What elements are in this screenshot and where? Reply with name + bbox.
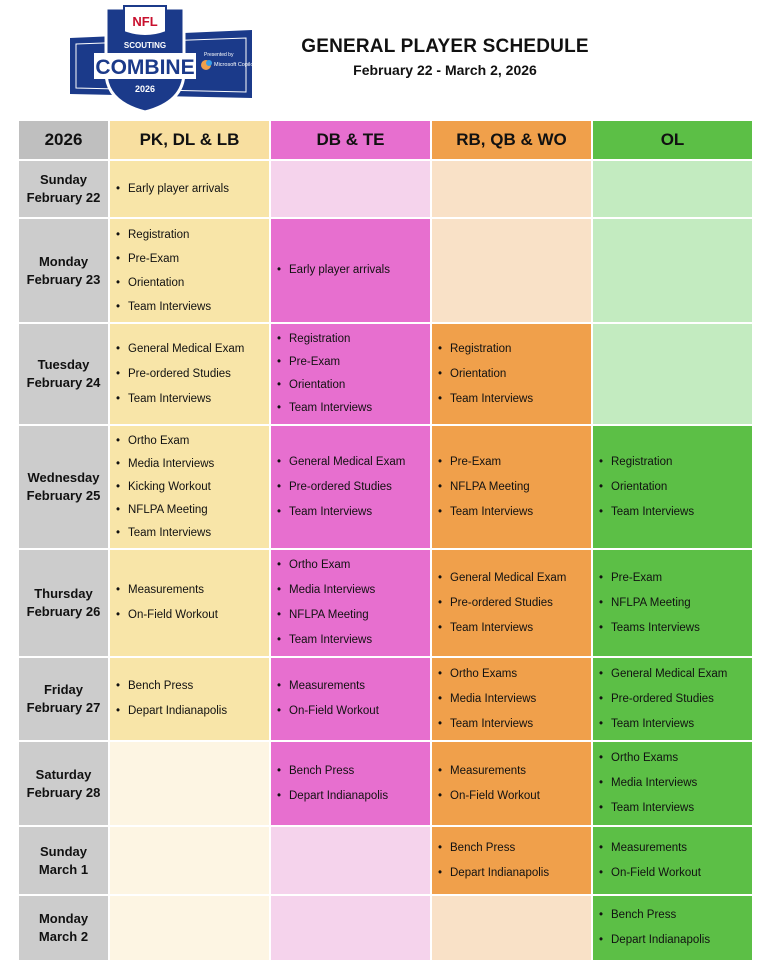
activity-list <box>110 177 269 202</box>
ol-cell <box>592 549 753 657</box>
day-date: March 2 <box>38 929 89 944</box>
ol-cell <box>592 218 753 323</box>
activity-item: • NFLPA Meeting <box>599 591 752 616</box>
activity-item: • Ortho Exam <box>116 430 269 453</box>
activity-list <box>593 566 752 641</box>
activity-item: • On-Field Workout <box>116 603 269 628</box>
ol-cell <box>592 741 753 826</box>
activity-list <box>432 759 591 809</box>
svg-text:NFL: NFL <box>132 14 158 29</box>
activity-item: • Registration <box>599 450 752 475</box>
activity-item: • Team Interviews <box>116 522 269 545</box>
activity-list <box>432 836 591 886</box>
activity-item: • Pre-ordered Studies <box>116 362 269 387</box>
day-date: February 23 <box>26 271 101 287</box>
day-date: February 26 <box>26 604 101 619</box>
activity-item: • Ortho Exam <box>277 553 430 578</box>
activity-item: • Bench Press <box>599 903 752 928</box>
pk-dl-lb-cell <box>109 741 270 826</box>
activity-item: • Teams Interviews <box>599 616 752 641</box>
activity-list <box>110 337 269 412</box>
activity-item: • Media Interviews <box>599 771 752 796</box>
activity-list <box>432 662 591 737</box>
activity-item: • Measurements <box>438 759 591 784</box>
activity-item: • General Medical Exam <box>116 337 269 362</box>
activity-item: • Media Interviews <box>277 578 430 603</box>
pk-dl-lb-cell <box>109 323 270 425</box>
day-date: February 24 <box>26 375 101 390</box>
activity-list <box>110 223 269 319</box>
schedule-row <box>18 160 753 218</box>
rb-qb-wo-cell <box>431 741 592 826</box>
schedule-table <box>17 119 754 962</box>
day-cell <box>18 895 109 961</box>
day-cell <box>18 323 109 425</box>
activity-item: • Orientation <box>277 374 430 397</box>
day-date: February 27 <box>26 700 101 715</box>
activity-item: • Team Interviews <box>438 387 591 412</box>
activity-list <box>271 258 430 283</box>
activity-item: • Team Interviews <box>277 628 430 653</box>
schedule-row <box>18 218 753 323</box>
activity-list <box>593 746 752 821</box>
activity-item: • Measurements <box>599 836 752 861</box>
rb-qb-wo-cell <box>431 425 592 549</box>
day-date: February 28 <box>26 784 101 800</box>
activity-item: • Team Interviews <box>116 387 269 412</box>
ol-cell <box>592 160 753 218</box>
day-cell <box>18 741 109 826</box>
activity-list <box>593 903 752 953</box>
pk-dl-lb-cell <box>109 826 270 895</box>
activity-list <box>593 662 752 737</box>
activity-item: • Pre-Exam <box>116 247 269 271</box>
col-header-db-te: DB & TE <box>270 120 431 160</box>
activity-item: • Measurements <box>277 674 430 699</box>
activity-list <box>593 450 752 525</box>
activity-item: • Orientation <box>438 362 591 387</box>
activity-item: • Registration <box>116 223 269 247</box>
db-te-cell <box>270 741 431 826</box>
pk-dl-lb-cell <box>109 549 270 657</box>
day-name: Sunday <box>40 172 87 187</box>
day-date: February 25 <box>26 488 101 503</box>
db-te-cell <box>270 323 431 425</box>
ol-cell <box>592 826 753 895</box>
col-header-year: 2026 <box>18 120 109 160</box>
activity-item: • Team Interviews <box>438 500 591 525</box>
schedule-row <box>18 657 753 741</box>
activity-item: • Team Interviews <box>277 397 430 420</box>
day-name: Sunday <box>40 843 87 859</box>
day-cell <box>18 657 109 741</box>
pk-dl-lb-cell <box>109 657 270 741</box>
activity-list <box>271 450 430 525</box>
rb-qb-wo-cell <box>431 323 592 425</box>
col-header-ol: OL <box>592 120 753 160</box>
activity-item: • Registration <box>277 328 430 351</box>
day-name: Thursday <box>34 586 93 601</box>
schedule-row <box>18 826 753 895</box>
activity-item: • Registration <box>438 337 591 362</box>
activity-item: • Depart Indianapolis <box>438 861 591 886</box>
col-header-rb-qb-wo: RB, QB & WO <box>431 120 592 160</box>
activity-item: • Bench Press <box>438 836 591 861</box>
db-te-cell <box>270 425 431 549</box>
db-te-cell <box>270 549 431 657</box>
schedule-row <box>18 741 753 826</box>
activity-item: • Pre-Exam <box>438 450 591 475</box>
header-row <box>18 120 753 160</box>
activity-list <box>110 578 269 628</box>
day-cell <box>18 826 109 895</box>
activity-item: • On-Field Workout <box>277 699 430 724</box>
activity-item: • Pre-ordered Studies <box>277 475 430 500</box>
schedule-row <box>18 895 753 961</box>
date-range: February 22 - March 2, 2026 <box>353 62 537 78</box>
activity-item: • Ortho Exams <box>438 662 591 687</box>
activity-item: • Depart Indianapolis <box>599 928 752 953</box>
activity-item: • NFLPA Meeting <box>438 475 591 500</box>
col-header-pk-dl-lb: PK, DL & LB <box>109 120 270 160</box>
activity-item: • Team Interviews <box>438 616 591 641</box>
day-cell <box>18 549 109 657</box>
activity-item: • Depart Indianapolis <box>277 784 430 809</box>
activity-item: • Team Interviews <box>599 712 752 737</box>
db-te-cell <box>270 895 431 961</box>
rb-qb-wo-cell <box>431 657 592 741</box>
activity-item: • Media Interviews <box>116 453 269 476</box>
day-cell <box>18 160 109 218</box>
activity-item: • Media Interviews <box>438 687 591 712</box>
activity-list <box>271 674 430 724</box>
activity-list <box>110 430 269 545</box>
activity-item: • Measurements <box>116 578 269 603</box>
activity-list <box>593 836 752 886</box>
day-date: March 1 <box>38 861 89 877</box>
pk-dl-lb-cell <box>109 895 270 961</box>
activity-list <box>271 759 430 809</box>
activity-item: • Pre-ordered Studies <box>599 687 752 712</box>
activity-item: • General Medical Exam <box>438 566 591 591</box>
activity-item: • Bench Press <box>116 674 269 699</box>
ol-cell <box>592 425 753 549</box>
activity-item: • On-Field Workout <box>438 784 591 809</box>
pk-dl-lb-cell <box>109 218 270 323</box>
rb-qb-wo-cell <box>431 160 592 218</box>
day-name: Saturday <box>35 766 92 782</box>
activity-item: • Kicking Workout <box>116 476 269 499</box>
day-name: Friday <box>43 682 83 697</box>
activity-item: • Pre-ordered Studies <box>438 591 591 616</box>
svg-text:SCOUTING: SCOUTING <box>123 41 167 50</box>
activity-item: • Orientation <box>599 475 752 500</box>
schedule-row <box>18 549 753 657</box>
activity-item: • Team Interviews <box>599 500 752 525</box>
activity-item: • NFLPA Meeting <box>277 603 430 628</box>
ol-cell <box>592 657 753 741</box>
activity-list <box>432 566 591 641</box>
pk-dl-lb-cell <box>109 160 270 218</box>
db-te-cell <box>270 160 431 218</box>
day-name: Monday <box>38 911 89 926</box>
activity-list <box>432 450 591 525</box>
rb-qb-wo-cell <box>431 549 592 657</box>
activity-list <box>271 328 430 420</box>
activity-item: • General Medical Exam <box>277 450 430 475</box>
svg-text:2026: 2026 <box>134 84 156 94</box>
activity-item: • Pre-Exam <box>599 566 752 591</box>
activity-item: • Depart Indianapolis <box>116 699 269 724</box>
db-te-cell <box>270 657 431 741</box>
nfl-combine-logo <box>66 2 256 114</box>
pk-dl-lb-cell <box>109 425 270 549</box>
day-cell <box>18 425 109 549</box>
rb-qb-wo-cell <box>431 826 592 895</box>
schedule-row <box>18 425 753 549</box>
activity-item: • Orientation <box>116 271 269 295</box>
activity-item: • Early player arrivals <box>116 177 269 202</box>
activity-item: • Ortho Exams <box>599 746 752 771</box>
db-te-cell <box>270 218 431 323</box>
page-title: GENERAL PLAYER SCHEDULE <box>301 36 589 57</box>
activity-list <box>110 674 269 724</box>
day-cell <box>18 218 109 323</box>
db-te-cell <box>270 826 431 895</box>
day-date: February 22 <box>26 190 101 205</box>
ol-cell <box>592 323 753 425</box>
rb-qb-wo-cell <box>431 218 592 323</box>
activity-item: • General Medical Exam <box>599 662 752 687</box>
activity-item: • Team Interviews <box>599 796 752 821</box>
activity-item: • Bench Press <box>277 759 430 784</box>
title-block <box>290 36 600 78</box>
day-name: Monday <box>38 253 89 269</box>
day-name: Tuesday <box>37 357 90 372</box>
activity-list <box>432 337 591 412</box>
activity-item: • On-Field Workout <box>599 861 752 886</box>
activity-item: • NFLPA Meeting <box>116 499 269 522</box>
svg-text:Presented by: Presented by <box>204 52 234 58</box>
rb-qb-wo-cell <box>431 895 592 961</box>
svg-text:COMBINE: COMBINE <box>95 56 195 79</box>
activity-item: • Team Interviews <box>438 712 591 737</box>
activity-item: • Team Interviews <box>277 500 430 525</box>
day-name: Wednesday <box>27 470 100 485</box>
svg-text:Microsoft Copilot: Microsoft Copilot <box>214 62 255 68</box>
activity-item: • Pre-Exam <box>277 351 430 374</box>
activity-item: • Team Interviews <box>116 295 269 319</box>
schedule-row <box>18 323 753 425</box>
activity-list <box>271 553 430 653</box>
ol-cell <box>592 895 753 961</box>
activity-item: • Early player arrivals <box>277 258 430 283</box>
page-header <box>0 0 758 118</box>
